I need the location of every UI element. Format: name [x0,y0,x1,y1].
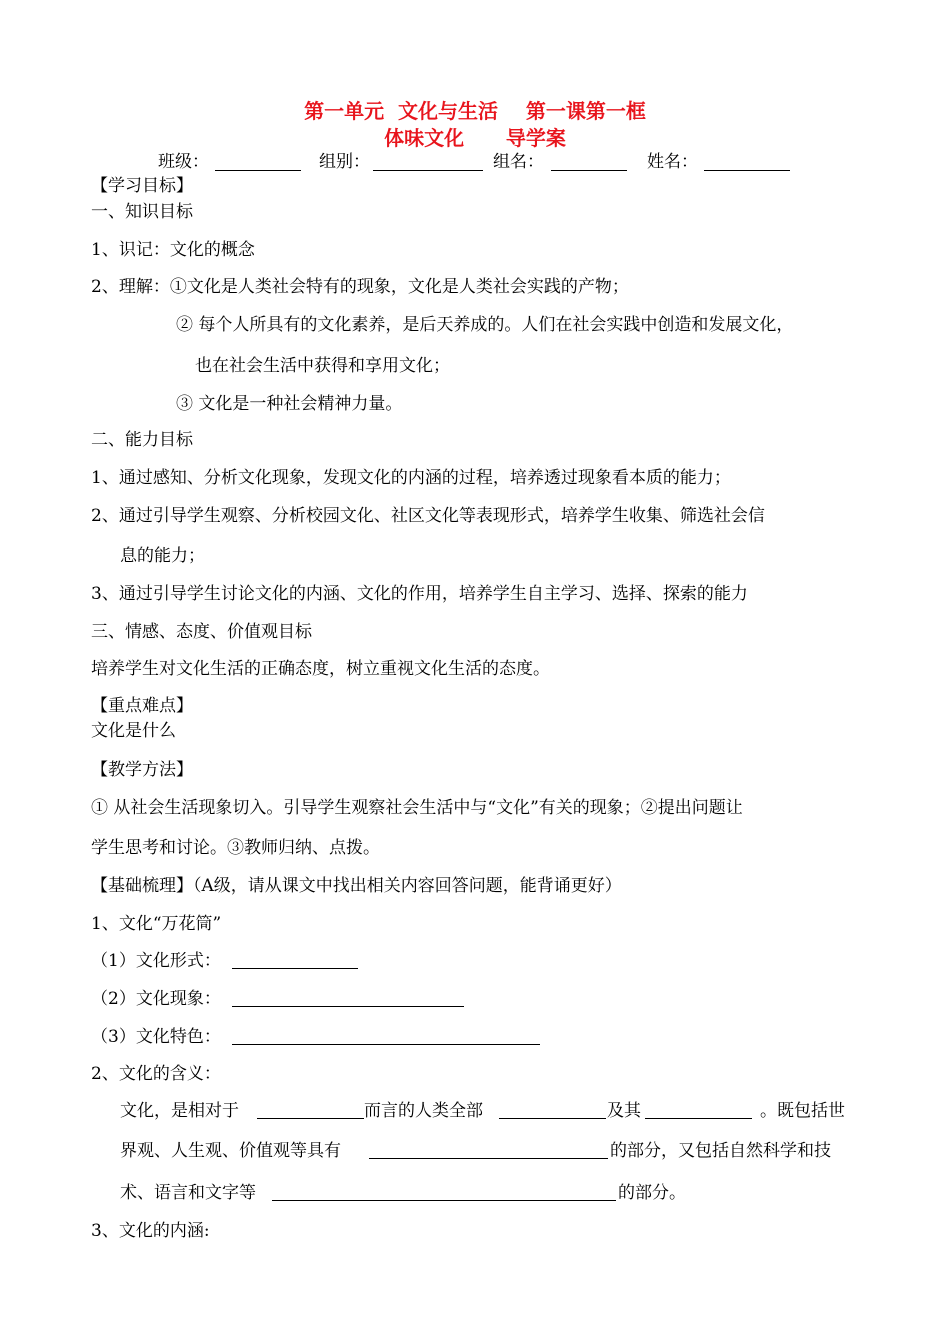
meaning-text-3a: 术、语言和文字等 [120,1183,256,1203]
meaning-blank-2[interactable] [499,1118,606,1119]
meaning-text-1d: 。既包括世 [760,1101,845,1121]
meaning-blank-5[interactable] [272,1200,616,1201]
section-heading-basic: 【基础梳理】（A级，请从课文中找出相关内容回答问题，能背诵更好） [91,876,622,896]
knowledge-heading: 一、知识目标 [91,202,193,222]
name-blank[interactable] [704,170,790,171]
ability-item-3: 3、通过引导学生讨论文化的内涵、文化的作用，培养学生自主学习、选择、探索的能力 [91,584,748,604]
doc-title-line2: 体味文化 导学案 [384,126,566,150]
knowledge-item-2d: ③ 文化是一种社会精神力量。 [176,394,403,414]
class-blank[interactable] [215,170,301,171]
section-heading-key: 【重点难点】 [91,696,193,716]
ability-item-1: 1、通过感知、分析文化现象，发现文化的内涵的过程，培养透过现象看本质的能力； [91,468,731,488]
basic-item-2: 2、文化的含义： [91,1064,221,1084]
method-line-1: ① 从社会生活现象切入。引导学生观察社会生活中与“文化”有关的现象；②提出问题让 [91,798,743,818]
meaning-blank-4[interactable] [369,1158,608,1159]
ability-item-2: 2、通过引导学生观察、分析校园文化、社区文化等表现形式，培养学生收集、筛选社会信 [91,506,765,526]
culture-feature-label: （3）文化特色： [91,1027,221,1047]
section-heading-method: 【教学方法】 [91,760,193,780]
key-item: 文化是什么 [91,721,176,741]
meaning-blank-1[interactable] [257,1118,364,1119]
ability-heading: 二、能力目标 [91,430,193,450]
group-blank[interactable] [373,170,483,171]
emotion-item-1: 培养学生对文化生活的正确态度，树立重视文化生活的态度。 [91,659,550,679]
team-blank[interactable] [551,170,627,171]
knowledge-item-2: 2、理解：①文化是人类社会特有的现象，文化是人类社会实践的产物； [91,277,629,297]
section-heading-goals: 【学习目标】 [91,176,193,196]
meaning-blank-3[interactable] [645,1118,752,1119]
group-label: 组别： [319,152,370,172]
name-label: 姓名： [647,152,698,172]
basic-item-1: 1、文化“万花筒” [91,914,222,934]
method-line-2: 学生思考和讨论。③教师归纳、点拨。 [91,838,380,858]
culture-feature-blank[interactable] [232,1044,540,1045]
culture-form-blank[interactable] [232,968,358,969]
meaning-text-2b: 的部分，又包括自然科学和技 [610,1141,831,1161]
culture-form-label: （1）文化形式： [91,951,221,971]
basic-item-3: 3、文化的内涵: [91,1221,210,1241]
knowledge-item-1: 1、识记：文化的概念 [91,240,255,260]
class-label: 班级： [158,152,209,172]
team-label: 组名： [493,152,544,172]
meaning-text-3b: 的部分。 [618,1183,686,1203]
knowledge-item-2b: ② 每个人所具有的文化素养，是后天养成的。人们在社会实践中创造和发展文化， [176,315,794,335]
culture-phenomenon-blank[interactable] [232,1006,464,1007]
meaning-text-1a: 文化，是相对于 [120,1101,239,1121]
meaning-text-2a: 界观、人生观、价值观等具有 [120,1141,341,1161]
doc-title-line1: 第一单元 文化与生活 第一课第一框 [304,99,646,123]
meaning-text-1b: 而言的人类全部 [364,1101,483,1121]
emotion-heading: 三、情感、态度、价值观目标 [91,622,312,642]
ability-item-2b: 息的能力； [120,546,205,566]
culture-phenomenon-label: （2）文化现象： [91,989,221,1009]
meaning-text-1c: 及其 [607,1101,641,1121]
knowledge-item-2c: 也在社会生活中获得和享用文化； [195,356,450,376]
